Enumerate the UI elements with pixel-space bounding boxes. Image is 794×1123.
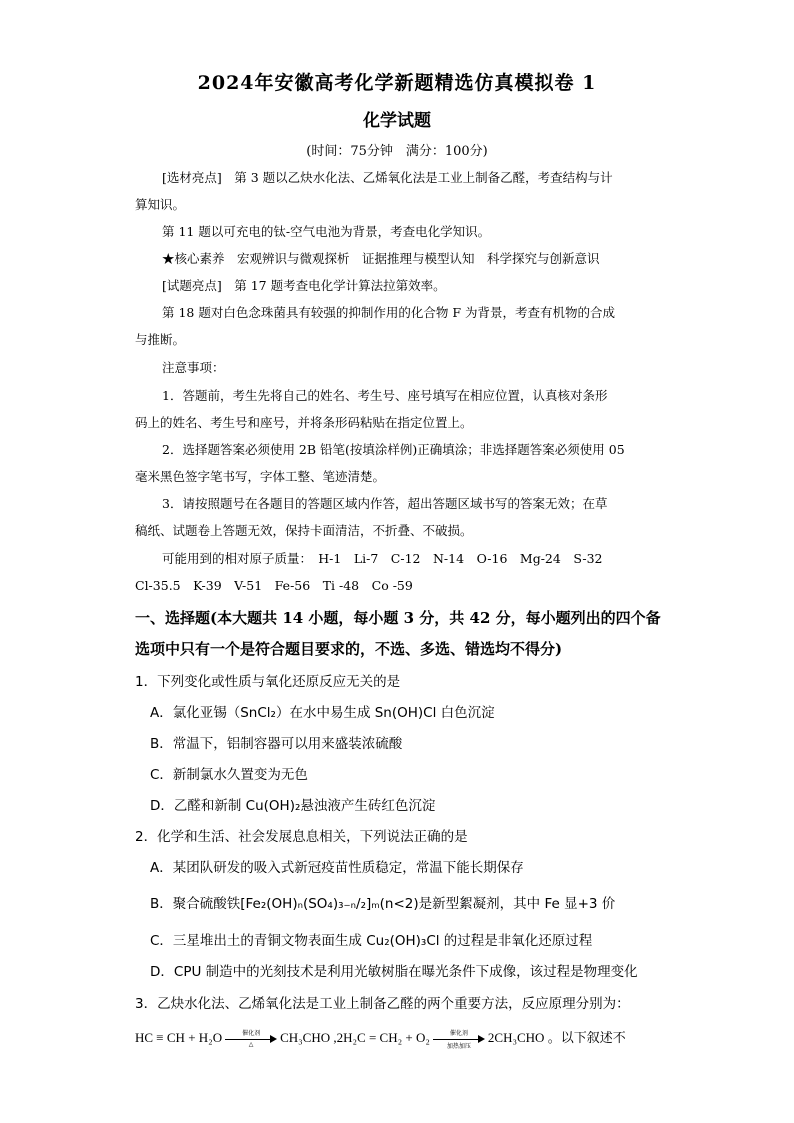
equation-left: HC ≡ CH + H₂O (135, 1030, 223, 1045)
arrow-condition-bottom: △ (248, 1042, 254, 1048)
notes-heading: 注意事项： (162, 360, 225, 375)
atomic-mass-line: Cl-35.5 K-39 V-51 Fe-56 Ti -48 Co -59 (135, 578, 413, 593)
highlight-line: 第 11 题以可充电的钛-空气电池为背景，考查电化学知识。 (162, 224, 491, 239)
section-heading: 选项中只有一个是符合题目要求的，不选、多选、错选均不得分) (135, 640, 563, 658)
exam-title: 2024年安徽高考化学新题精选仿真模拟卷 1 (197, 72, 597, 94)
option-d: D．乙醛和新制 Cu(OH)₂悬浊液产生砖红色沉淀 (150, 798, 436, 814)
highlight-line: 与推断。 (135, 332, 186, 347)
equation-middle: CH₃CHO ,2H₂C = CH₂ + O₂ (280, 1030, 430, 1045)
question-stem: 2．化学和生活、社会发展息息相关，下列说法正确的是 (135, 829, 468, 845)
note-line: 码上的姓名、考生号和座号，并将条形码粘贴在指定位置上。 (135, 415, 473, 430)
arrow-condition-top: 催化剂 (449, 1031, 468, 1037)
arrow-condition-bottom: 加热加压 (446, 1044, 471, 1050)
highlight-line: 算知识。 (135, 197, 186, 212)
equation-right: 2CH₃CHO 。以下叙述不 (487, 1030, 626, 1045)
atomic-mass-line: 可能用到的相对原子质量： H-1 Li-7 C-12 N-14 O-16 Mg-24 S-32 (162, 551, 603, 566)
note-line: 1．答题前，考生先将自己的姓名、考生号、座号填写在相应位置，认真核对条形 (162, 388, 608, 403)
exam-subtitle: 化学试题 (363, 111, 431, 131)
reaction-arrow-icon (225, 1028, 277, 1046)
question-stem: 3．乙炔水化法、乙烯氧化法是工业上制备乙醛的两个重要方法，反应原理分别为： (135, 996, 630, 1012)
option-b: B．聚合硫酸铁[Fe₂(OH)ₙ(SO₄)₃₋ₙ/₂]ₘ(n<2)是新型絮凝剂，其中 Fe 显+3 价 (150, 896, 616, 912)
note-line: 稿纸、试题卷上答题无效，保持卡面清洁，不折叠、不破损。 (135, 523, 473, 538)
option-a: A．某团队研发的吸入式新冠疫苗性质稳定，常温下能长期保存 (150, 860, 524, 876)
note-line: 2．选择题答案必须使用 2B 铅笔(按填涂样例)正确填涂；非选择题答案必须使用 05 (162, 442, 625, 457)
reaction-arrow-icon (433, 1028, 485, 1050)
option-c: C．三星堆出土的青铜文物表面生成 Cu₂(OH)₃Cl 的过程是非氧化还原过程 (150, 933, 593, 949)
time-info: (时间：75分钟 满分：100分) (306, 144, 488, 159)
highlight-line: [选材亮点] 第 3 题以乙炔水化法、乙烯氧化法是工业上制备乙醛，考查结构与计 (162, 170, 613, 185)
core-literacy-line: ★核心素养 宏观辨识与微观探析 证据推理与模型认知 科学探究与创新意识 (162, 251, 600, 266)
option-b: B．常温下，铝制容器可以用来盛装浓硫酸 (150, 736, 403, 752)
question-stem: 1．下列变化或性质与氧化还原反应无关的是 (135, 674, 401, 690)
highlight-line: [试题亮点] 第 17 题考查电化学计算法拉第效率。 (162, 278, 446, 293)
option-a: A．氯化亚锡（SnCl₂）在水中易生成 Sn(OH)Cl 白色沉淀 (150, 705, 495, 721)
option-d: D．CPU 制造中的光刻技术是利用光敏树脂在曝光条件下成像，该过程是物理变化 (150, 964, 638, 980)
note-line: 3．请按照题号在各题目的答题区域内作答，超出答题区域书写的答案无效；在草 (162, 496, 608, 511)
option-c: C．新制氯水久置变为无色 (150, 767, 308, 783)
arrow-condition-top: 催化剂 (242, 1031, 261, 1037)
highlight-line: 第 18 题对白色念珠菌具有较强的抑制作用的化合物 F 为背景，考查有机物的合成 (162, 305, 615, 320)
note-line: 毫米黑色签字笔书写，字体工整、笔迹清楚。 (135, 469, 386, 484)
reaction-equations (135, 1027, 626, 1050)
section-heading: 一、选择题(本大题共 14 小题，每小题 3 分，共 42 分，每小题列出的四个备 (135, 609, 661, 627)
